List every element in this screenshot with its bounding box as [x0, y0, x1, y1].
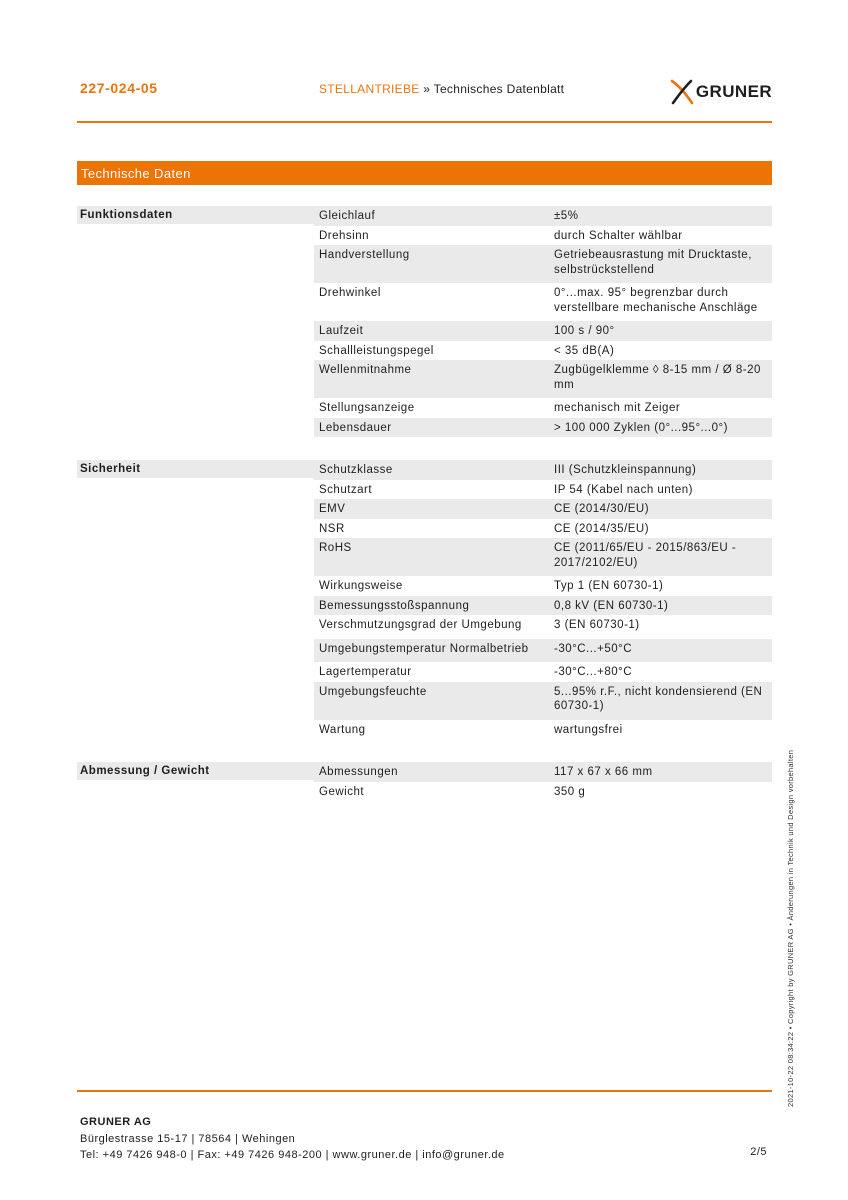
spec-value: 117 x 67 x 66 mm: [554, 766, 653, 778]
spec-value: Zugbügelklemme ◊ 8-15 mm / Ø 8-20 mm: [554, 364, 761, 391]
page-header: [77, 78, 772, 122]
spec-key: Drehwinkel: [319, 287, 381, 299]
spec-value: 3 (EN 60730-1): [554, 619, 640, 631]
spec-row: [314, 398, 772, 418]
spec-group: [77, 460, 772, 739]
footer-address: Bürglestrasse 15-17 | 78564 | Wehingen: [80, 1132, 296, 1145]
spec-key: Lagertemperatur: [319, 666, 412, 678]
spec-value: Typ 1 (EN 60730-1): [554, 580, 664, 592]
spec-key: Wartung: [319, 723, 366, 736]
spec-value: -30°C...+50°C: [554, 642, 633, 655]
spec-row: [314, 576, 772, 596]
breadcrumb-category: STELLANTRIEBE: [319, 82, 420, 96]
spec-value: -30°C...+80°C: [554, 666, 633, 678]
spec-table: [77, 206, 772, 824]
spec-value: durch Schalter wählbar: [554, 229, 683, 242]
breadcrumb-doc: Technisches Datenblatt: [433, 82, 565, 96]
footer-contact: Tel: +49 7426 948-0 | Fax: +49 7426 948-200 | www.gruner.de | info@gruner.de: [80, 1149, 505, 1161]
spec-row: [314, 519, 772, 539]
spec-key: Schutzart: [319, 483, 373, 496]
group-label: Abmessung / Gewicht: [80, 765, 210, 777]
spec-row: [314, 782, 772, 802]
group-label: Sicherheit: [80, 463, 141, 475]
spec-value: < 35 dB(A): [554, 344, 615, 357]
spec-row: [314, 499, 772, 519]
spec-row: [314, 360, 772, 398]
footer-divider: [77, 1090, 772, 1092]
spec-value: CE (2014/30/EU): [554, 503, 650, 515]
spec-row: [314, 245, 772, 283]
spec-key: Lebensdauer: [319, 421, 392, 434]
spec-key: Schallleistungspegel: [319, 344, 434, 357]
document-number: 227-024-05: [80, 80, 158, 96]
spec-group: [77, 206, 772, 437]
spec-key: Bemessungsstoßspannung: [319, 599, 470, 612]
spec-value: 0°...max. 95° begrenzbar durch verstellbare mechanische Anschläge: [554, 287, 758, 314]
spec-row: [314, 762, 772, 782]
group-label: Funktionsdaten: [80, 209, 173, 221]
spec-key: Gleichlauf: [319, 210, 376, 222]
spec-row: [314, 341, 772, 361]
spec-value: CE (2011/65/EU - 2015/863/EU - 2017/2102/EU): [554, 542, 737, 569]
logo-x-icon: [670, 79, 694, 105]
spec-row: [314, 662, 772, 682]
spec-key: NSR: [319, 522, 345, 535]
page-number: 2/5: [750, 1146, 767, 1158]
spec-row: [314, 480, 772, 500]
spec-row: [314, 639, 772, 663]
spec-key: Umgebungstemperatur Normalbetrieb: [319, 642, 529, 655]
spec-key: Wellenmitnahme: [319, 364, 412, 376]
spec-row: [314, 682, 772, 720]
spec-value: 5...95% r.F., nicht kondensierend (EN 60730-1): [554, 685, 763, 712]
copyright-note: 2021-10-22 08:34:22 • Copyright by GRUNER AG • Änderungen in Technik und Design vorbehalten: [786, 749, 795, 1107]
spec-row: [314, 226, 772, 246]
spec-key: Abmessungen: [319, 766, 399, 778]
spec-row: [314, 321, 772, 341]
section-header: [77, 161, 772, 185]
spec-key: Stellungsanzeige: [319, 402, 415, 414]
spec-value: 350 g: [554, 785, 586, 798]
footer-company: GRUNER AG: [80, 1116, 152, 1128]
spec-value: IP 54 (Kabel nach unten): [554, 483, 694, 496]
spec-key: Drehsinn: [319, 229, 370, 242]
spec-row: [314, 596, 772, 616]
spec-key: Umgebungsfeuchte: [319, 685, 427, 698]
spec-value: > 100 000 Zyklen (0°...95°...0°): [554, 421, 728, 434]
spec-value: ±5%: [554, 210, 579, 222]
breadcrumb-separator: »: [419, 82, 434, 96]
spec-key: Laufzeit: [319, 325, 364, 337]
spec-value: Getriebeausrastung mit Drucktaste, selbstrückstellend: [554, 249, 752, 276]
spec-value: wartungsfrei: [554, 723, 623, 736]
spec-row: [314, 538, 772, 576]
spec-row: [314, 720, 772, 740]
spec-key: Schutzklasse: [319, 464, 393, 476]
spec-key: EMV: [319, 503, 346, 515]
spec-row: [314, 615, 772, 639]
spec-key: Gewicht: [319, 785, 365, 798]
spec-group: [77, 762, 772, 801]
group-label-cell: [77, 762, 314, 780]
spec-key: RoHS: [319, 542, 352, 554]
spec-value: mechanisch mit Zeiger: [554, 402, 681, 414]
header-divider: [77, 121, 772, 123]
spec-value: 100 s / 90°: [554, 325, 615, 337]
logo-text: GRUNER: [695, 82, 772, 101]
spec-key: Handverstellung: [319, 249, 410, 261]
spec-value: 0,8 kV (EN 60730-1): [554, 599, 669, 612]
gruner-logo: [670, 78, 772, 106]
group-label-cell: [77, 206, 314, 224]
spec-value: CE (2014/35/EU): [554, 522, 650, 535]
breadcrumb: [319, 82, 564, 96]
page-footer: [80, 1114, 770, 1164]
section-title: Technische Daten: [81, 166, 191, 181]
spec-row: [314, 206, 772, 226]
spec-row: [314, 283, 772, 321]
spec-value: III (Schutzkleinspannung): [554, 464, 697, 476]
spec-row: [314, 418, 772, 438]
group-label-cell: [77, 460, 314, 478]
spec-key: Wirkungsweise: [319, 580, 403, 592]
spec-key: Verschmutzungsgrad der Umgebung: [319, 619, 522, 631]
spec-row: [314, 460, 772, 480]
